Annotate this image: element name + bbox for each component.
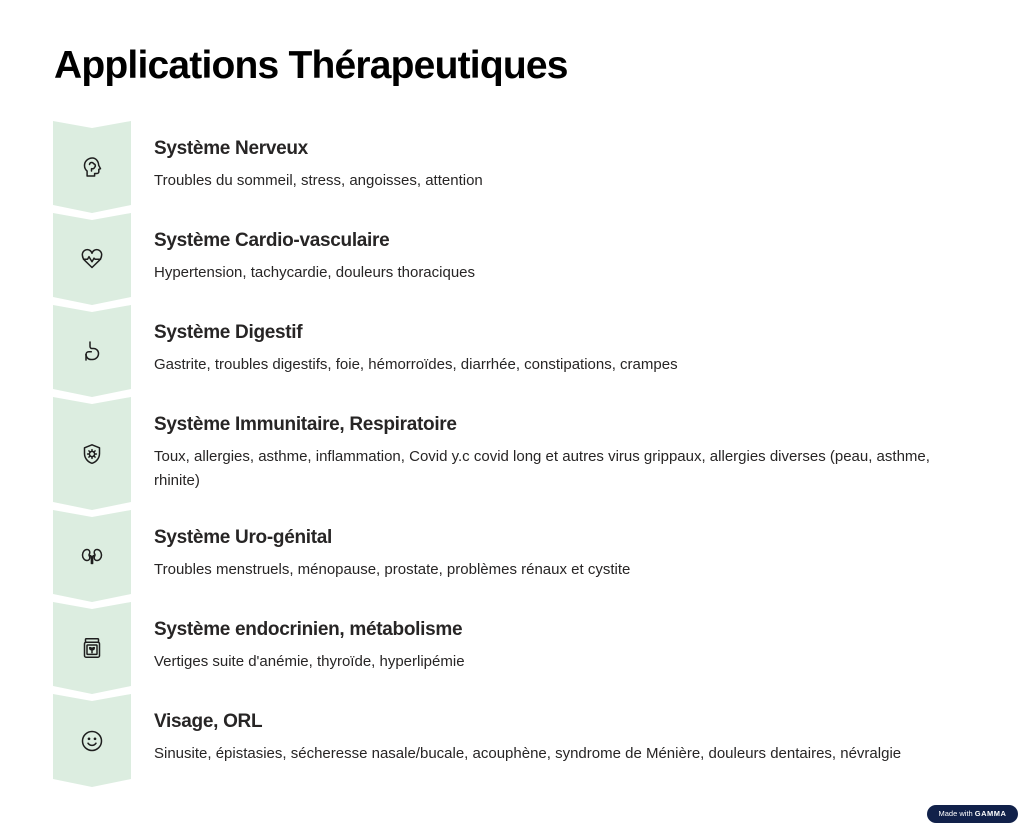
brain-head-icon [80, 155, 104, 179]
step-description: Troubles du sommeil, stress, angoisses, attention [154, 172, 483, 189]
heart-pulse-icon [80, 247, 104, 271]
step-title: Système Cardio-vasculaire [154, 230, 390, 251]
badge-prefix: Made with [938, 809, 973, 818]
step-description: Troubles menstruels, ménopause, prostate, problèmes rénaux et cystite [154, 561, 631, 578]
step-chevron [53, 602, 131, 694]
step-chevron [53, 305, 131, 397]
step-title: Visage, ORL [154, 711, 263, 732]
shield-virus-icon [80, 442, 104, 466]
step-title: Système Uro-génital [154, 527, 333, 548]
step-title: Système endocrinien, métabolisme [154, 619, 463, 640]
step-description: Sinusite, épistasies, sécheresse nasale/bucale, acouphène, syndrome de Ménière, douleurs dentaires, névralgie [154, 745, 902, 762]
step-description: Gastrite, troubles digestifs, foie, hémorroïdes, diarrhée, constipations, crampes [154, 356, 678, 373]
step-description: Hypertension, tachycardie, douleurs thoraciques [154, 264, 476, 281]
kidneys-icon [80, 544, 104, 568]
supplement-jar-icon [80, 636, 104, 660]
made-with-gamma-badge[interactable] [927, 805, 1018, 823]
step-description: Vertiges suite d'anémie, thyroïde, hyperlipémie [154, 653, 465, 670]
step-title: Système Digestif [154, 322, 303, 343]
step-chevron [53, 510, 131, 602]
step-description: Toux, allergies, asthme, inflammation, Covid y.c covid long et autres virus grippaux, allergies diverses (peau, asthme, rhinite) [154, 448, 930, 489]
step-chevron [53, 397, 131, 510]
badge-brand: GAMMA [974, 809, 1007, 818]
step-title: Système Nerveux [154, 138, 308, 159]
step-chevron [53, 213, 131, 305]
step-title: Système Immunitaire, Respiratoire [154, 414, 457, 435]
page-title: Applications Thérapeutiques [54, 44, 568, 87]
step-chevron [53, 121, 131, 213]
smiley-face-icon [80, 729, 104, 753]
stomach-icon [80, 339, 104, 363]
step-chevron [53, 694, 131, 787]
